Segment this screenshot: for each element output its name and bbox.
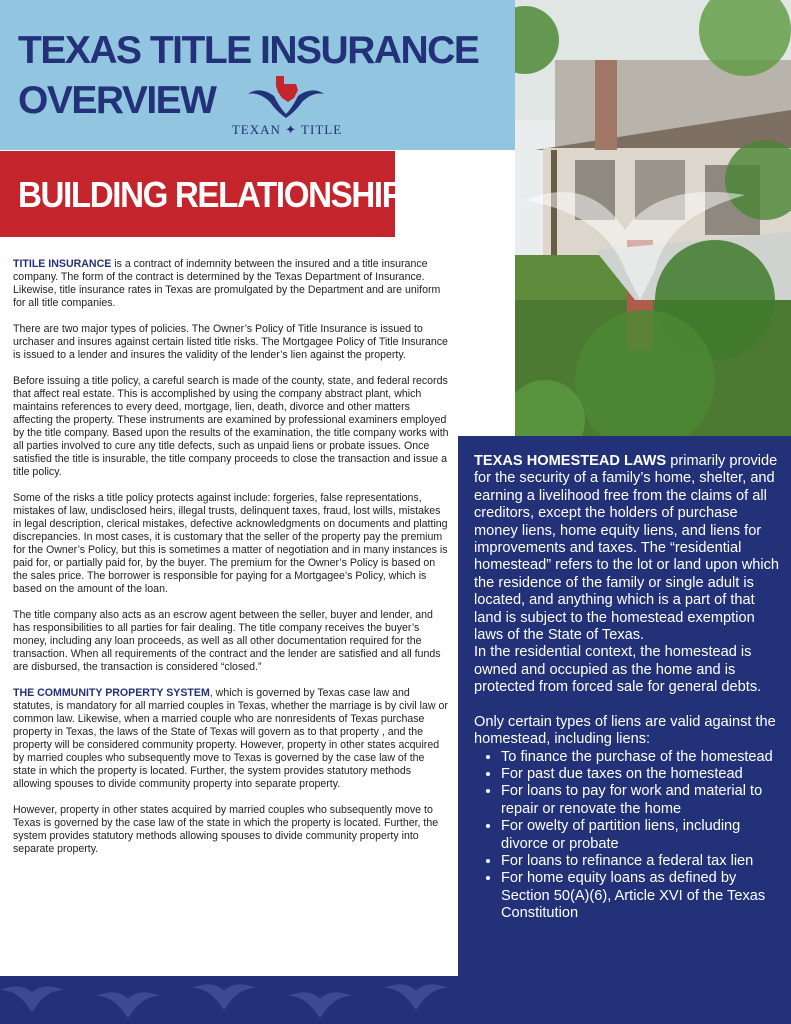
left-body-text (13, 258, 449, 869)
list-item: • For loans to pay for work and material to repair or renovate the home (501, 783, 784, 818)
homestead-lead: TEXAS HOMESTEAD LAWS (474, 453, 667, 469)
paragraph-risks: Some of the risks a title policy protects against include: forgeries, false representations, mistakes of law, undisclosed heirs, illegal trusts, delinquent taxes, fraud, lost wills, mistakes in legal description, clerical mistakes, defective acknowledgments on documents and platting discrepancies. In most cases, it is customary that the seller of the property pay the premium for the Owner’s Policy, but this is sometimes a matter of negotiation and in many instances is paid for, or partially paid for, by the buyer. The premium for the Owner’s Policy is based on the sales price. The borrower is responsible for paying for a Mortgagee’s Policy, which is based on the amount of the loan. (13, 492, 448, 595)
texan-title-logo (222, 70, 352, 140)
footer-pattern (0, 976, 458, 1024)
list-item: • For loans to refinance a federal tax lien (501, 853, 784, 870)
paragraph-title-insurance (13, 258, 449, 310)
house-illustration (515, 0, 791, 436)
paragraph-text: is a contract of indemnity between the insured and a title insurance company. The form of the contract is determined by the Texas Department of Insurance. Likewise, title insurance rates in Texas are promulgated by the Department and are uniform for all title companies. (13, 258, 441, 309)
list-item: • For past due taxes on the homestead (501, 766, 784, 783)
spacer (474, 697, 784, 714)
paragraph-text: , which is governed by Texas case law and statutes, is mandatory for all married couples in Texas, whether the marriage is by civil law or common law. Likewise, when a married couple who are nonresidents of Texas purchase property in Texas, the laws of the State of Texas will govern as to that property , and the property will be considered community property. However, property in other states acquired by married couples who subsequently move to Texas is governed by the case law of the state in which the property is located. Further, the system provides statutory methods allowing spouses to divide community property into separate property. (13, 687, 448, 790)
title-insurance-lead: TITILE INSURANCE (13, 258, 112, 270)
paragraph-title-search: Before issuing a title policy, a careful search is made of the county, state, and federal records that affect real estate. This is accomplished by using the company abstract plant, which maintains references to every deed, mortgage, lien, death, divorce and other matters affecting the property. These instruments are examined by professional examiners employed by the title company. Based upon the results of the examination, the title company works with all parties involved to cure any title defects, such as unpaid liens or probate issues. Once satisfied the title is insurable, the title company proceeds to close the transaction and issue a title policy. (13, 375, 449, 478)
banner (0, 151, 424, 237)
community-property-lead: THE COMMUNITY PROPERTY SYSTEM (13, 687, 210, 699)
homestead-text (474, 453, 784, 923)
longhorn-texas-icon (222, 70, 352, 122)
paragraph-other-states: However, property in other states acquired by married couples who subsequently move to Texas is governed by the case law of the state in which the property is located. Further, the system provides statutory methods allowing spouses to divide community property into separate property. (13, 804, 439, 855)
homestead-context-paragraph: In the residential context, the homestead is owned and occupied as the home and is protected from forced sale for general debts. (474, 644, 762, 696)
paragraph-text: primarily provide for the security of a family’s home, shelter, and earning a livelihood free from the claims of all creditors, except the holders of purchase money liens, home equity liens, and liens for improvements and taxes. The “residential homestead” refers to the lot or land upon which the residence of the family or single adult is located, and anything which is a part of that land is subject to the homestead exemption laws of the State of Texas. (474, 453, 780, 644)
banner-heading: BUILDING RELATIONSHIPS (18, 174, 424, 215)
homestead-paragraph (474, 453, 784, 644)
list-item: • To finance the purchase of the homestead (501, 749, 784, 766)
homestead-panel (458, 436, 791, 1024)
logo-wordmark: TEXAN ✦ TITLE (231, 122, 343, 137)
paragraph-escrow: The title company also acts as an escrow agent between the seller, buyer and lender, and has responsibilities to all parties for fair dealing. The title company receives the buyer’s money, including any loan proceeds, as well as all other documentation required for the transaction. When all requirements of the contract and the lender are satisfied and all funds are disbursed, the transaction is considered “closed.” (13, 609, 441, 673)
liens-list (474, 749, 784, 923)
title-line-1: TEXAS TITLE INSURANCE (18, 29, 479, 72)
paragraph-community-property (13, 687, 449, 791)
paragraph-policy-types: There are two major types of policies. The Owner’s Policy of Title Insurance is issued to urchaser and insures against certain listed title risks. The Mortgagee Policy of Title Insurance is issued to a lender and insures the validity of the lender’s lien against the property. (13, 323, 448, 361)
title-line-2: OVERVIEW (18, 79, 216, 122)
list-item: • For owelty of partition liens, including divorce or probate (501, 818, 784, 853)
liens-intro: Only certain types of liens are valid against the homestead, including liens: (474, 713, 776, 748)
list-item: • For home equity loans as defined by Section 50(A)(6), Article XVI of the Texas Constitution (501, 870, 784, 922)
longhorn-pattern-icon (0, 976, 458, 1024)
house-photo (515, 0, 791, 436)
